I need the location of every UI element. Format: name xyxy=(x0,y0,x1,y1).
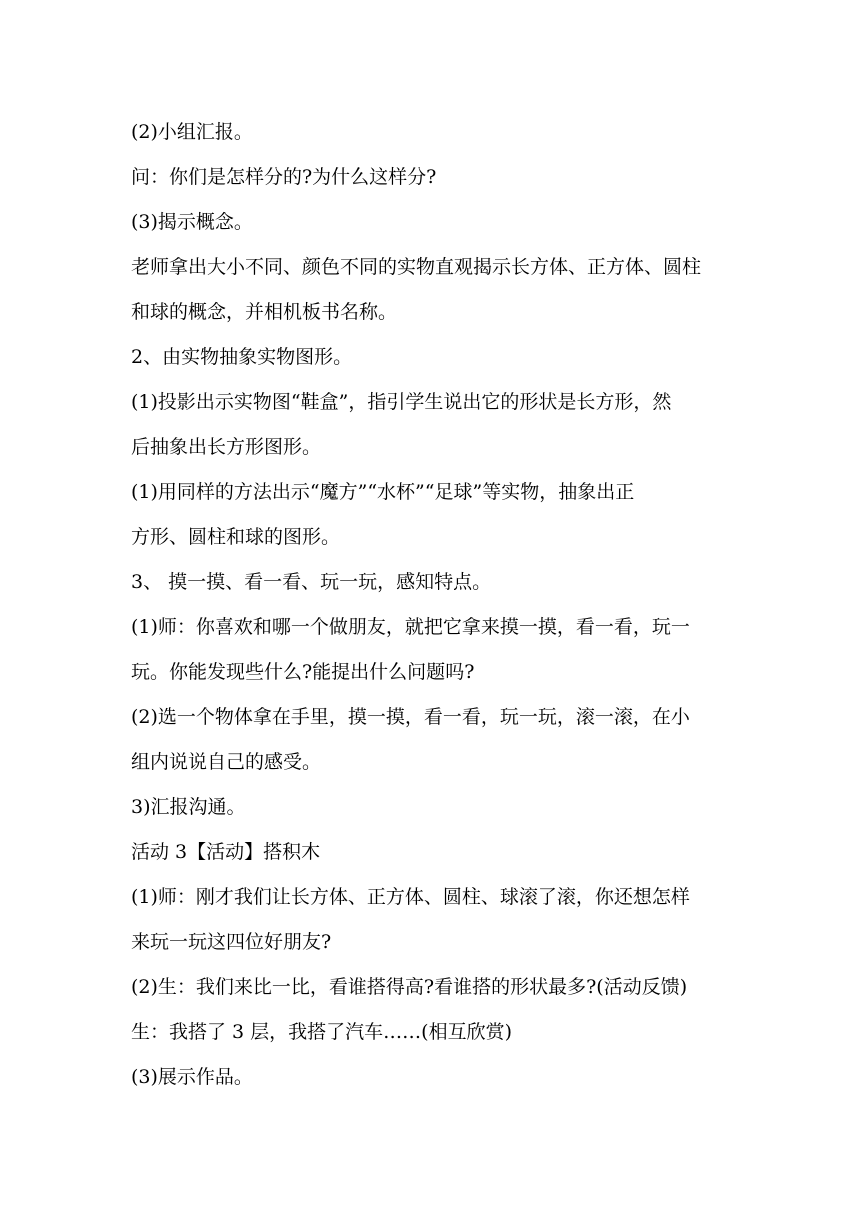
text-line: (2)选一个物体拿在手里，摸一摸，看一看，玩一玩，滚一滚，在小 xyxy=(131,706,690,728)
paragraph-teacher-demo xyxy=(131,245,733,335)
paragraph-teacher-roll xyxy=(131,875,733,965)
text-line: (1)师：刚才我们让长方体、正方体、圆柱、球滚了滚，你还想怎样 xyxy=(131,886,690,908)
text-line: (2)生：我们来比一比，看谁搭得高?看谁搭的形状最多?(活动反馈) xyxy=(131,976,688,998)
paragraph-section-3-heading xyxy=(131,560,733,605)
text-line: 来玩一玩这四位好朋友? xyxy=(131,931,332,953)
text-line: 3)汇报沟通。 xyxy=(131,796,246,818)
paragraph-same-method xyxy=(131,470,733,560)
text-line: 方形、圆柱和球的图形。 xyxy=(131,526,341,548)
paragraph-student-built xyxy=(131,1010,733,1055)
text-line: (1)师：你喜欢和哪一个做朋友，就把它拿来摸一摸，看一看，玩一 xyxy=(131,616,690,638)
document-body xyxy=(131,110,733,1100)
paragraph-reveal-concept xyxy=(131,200,733,245)
text-line: 老师拿出大小不同、颜色不同的实物直观揭示长方体、正方体、圆柱 xyxy=(131,256,702,278)
paragraph-question xyxy=(131,155,733,200)
text-line: 玩。你能发现些什么?能提出什么问题吗? xyxy=(131,661,475,683)
text-line: (2)小组汇报。 xyxy=(131,121,253,143)
paragraph-report-communicate xyxy=(131,785,733,830)
text-line: (1)投影出示实物图“鞋盒”，指引学生说出它的形状是长方形，然 xyxy=(131,391,672,413)
text-line: 组内说说自己的感受。 xyxy=(131,751,322,773)
paragraph-show-work xyxy=(131,1055,733,1100)
text-line: 活动 3【活动】搭积木 xyxy=(131,841,321,863)
paragraph-activity-3-heading xyxy=(131,830,733,875)
paragraph-choose-object xyxy=(131,695,733,785)
text-line: 2、由实物抽象实物图形。 xyxy=(131,346,353,368)
text-line: (3)揭示概念。 xyxy=(131,211,253,233)
text-line: 问：你们是怎样分的?为什么这样分? xyxy=(131,166,437,188)
text-line: 和球的概念，并相机板书名称。 xyxy=(131,301,398,323)
paragraph-group-report xyxy=(131,110,733,155)
text-line: 3、 摸一摸、看一看、玩一玩，感知特点。 xyxy=(131,571,492,593)
paragraph-student-compare xyxy=(131,965,733,1010)
text-line: 后抽象出长方形图形。 xyxy=(131,436,322,458)
paragraph-shoebox xyxy=(131,380,733,470)
text-line: (3)展示作品。 xyxy=(131,1066,253,1088)
text-line: (1)用同样的方法出示“魔方”“水杯”“足球”等实物，抽象出正 xyxy=(131,481,635,503)
paragraph-teacher-friend xyxy=(131,605,733,695)
text-line: 生：我搭了 3 层，我搭了汽车……(相互欣赏) xyxy=(131,1021,512,1043)
paragraph-section-2-heading xyxy=(131,335,733,380)
